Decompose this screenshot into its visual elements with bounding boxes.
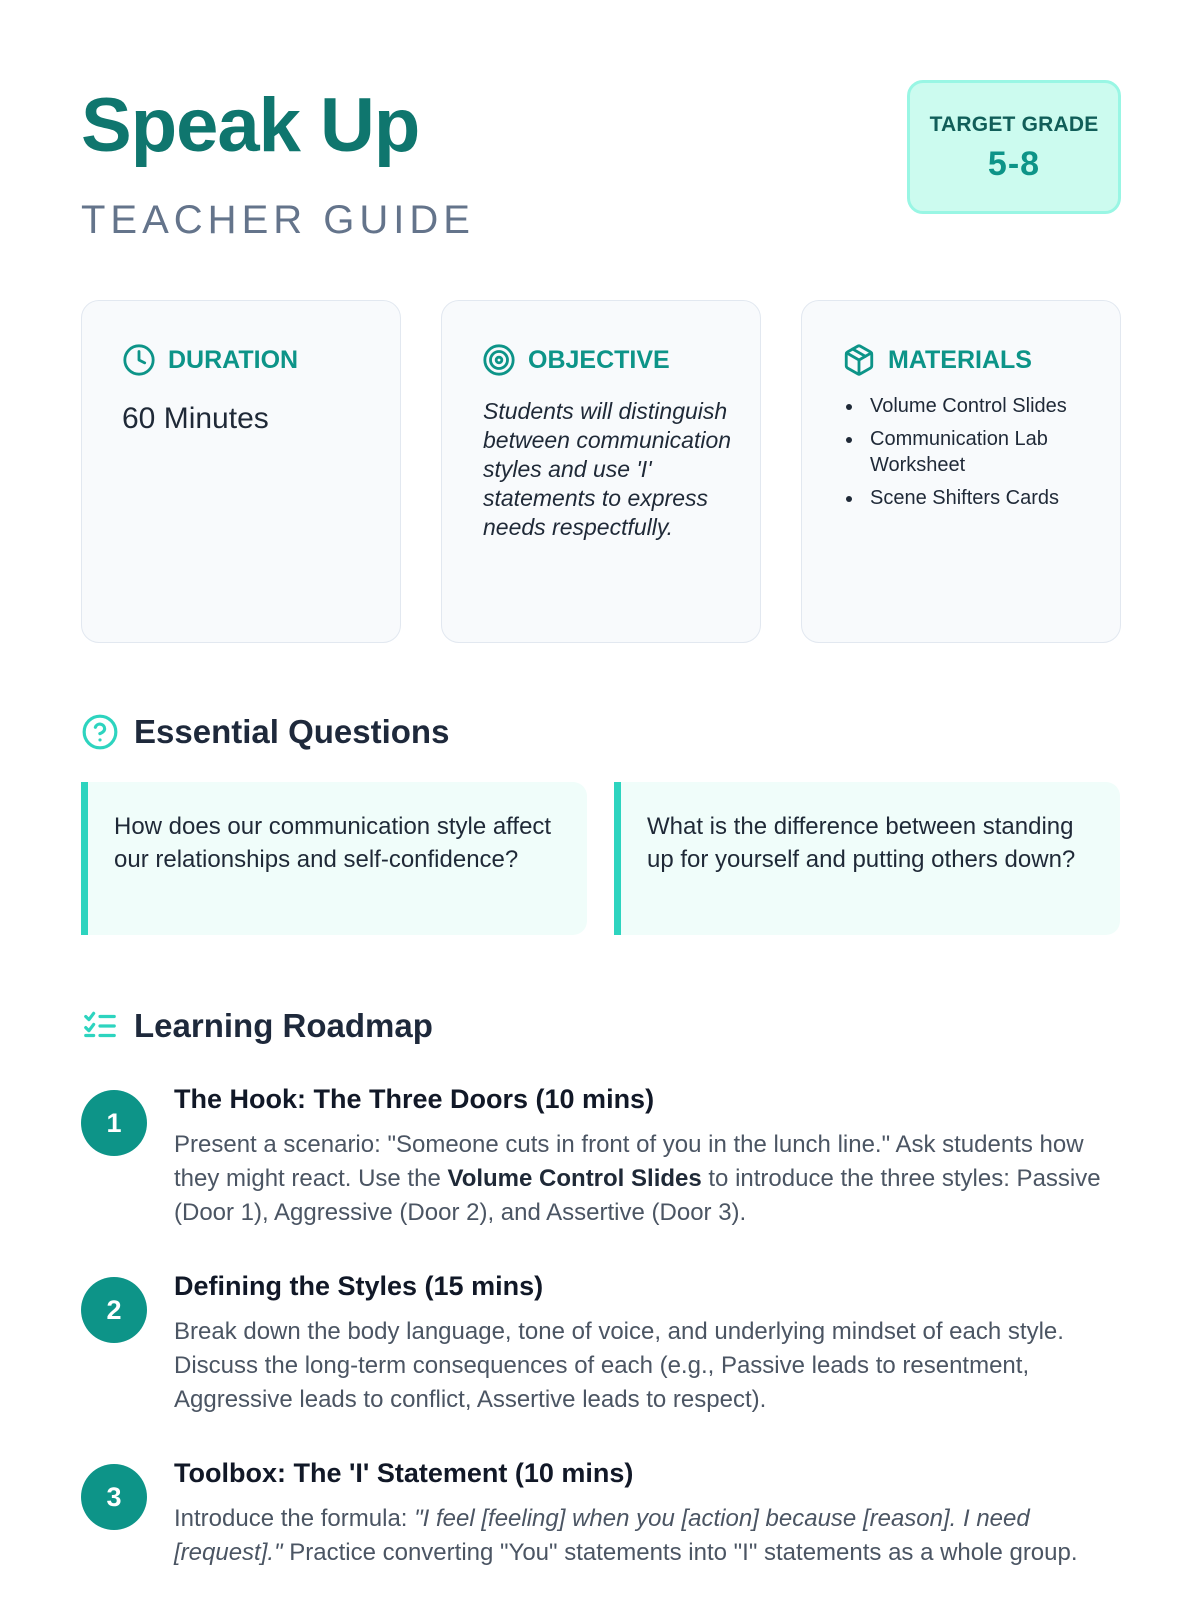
objective-card-header [482, 343, 670, 377]
materials-item: Scene Shifters Cards [844, 485, 1104, 511]
step-title: The Hook: The Three Doors (10 mins) [174, 1084, 655, 1114]
step-description-text: Introduce the formula: [174, 1505, 415, 1532]
page-subtitle: TEACHER GUIDE [81, 198, 475, 242]
learning-roadmap-heading: Learning Roadmap [134, 1007, 433, 1044]
question-box [614, 782, 1120, 935]
materials-card [801, 300, 1121, 643]
step-number-badge: 2 [81, 1277, 147, 1343]
step-title: Defining the Styles (15 mins) [174, 1271, 544, 1301]
step-description-text: Practice converting "You" statements into "I" statements as a whole group. [282, 1539, 1078, 1566]
step-title: Toolbox: The 'I' Statement (10 mins) [174, 1458, 634, 1488]
step-number-badge: 1 [81, 1090, 147, 1156]
question-text: How does our communication style affect our relationships and self-confidence? [114, 813, 552, 873]
step-description [174, 1128, 1124, 1230]
target-grade-badge [907, 80, 1121, 214]
target-grade-value: 5-8 [987, 145, 1041, 183]
materials-card-header [842, 343, 1032, 377]
objective-text: Students will distinguish between communication styles and use 'I' statements to express needs respectfully. [483, 398, 732, 540]
question-text: What is the difference between standing up for yourself and putting others down? [647, 813, 1076, 873]
step-description-text: Present a scenario: "Someone cuts in front of you in the lunch line." Ask students how they might react. Use the [174, 1131, 1084, 1192]
target-grade-label: TARGET GRADE [929, 113, 1099, 136]
duration-label: DURATION [168, 345, 299, 374]
essential-questions-header [81, 713, 449, 751]
target-icon [482, 343, 516, 377]
materials-item: Communication Lab Worksheet [844, 426, 1104, 478]
essential-questions-heading: Essential Questions [134, 713, 450, 750]
box-icon [842, 343, 876, 377]
question-box [81, 782, 587, 935]
step-description [174, 1502, 1124, 1570]
materials-item: Volume Control Slides [844, 393, 1104, 419]
duration-card [81, 300, 401, 643]
step-description-text: to introduce the three styles: Passive (Door 1), Aggressive (Door 2), and Assertive (Door 3). [174, 1165, 1101, 1226]
step-number-badge: 3 [81, 1464, 147, 1530]
materials-label: MATERIALS [888, 345, 1032, 374]
duration-card-header [122, 343, 298, 377]
teacher-guide-page [81, 0, 1121, 1600]
question-circle-icon [81, 713, 119, 751]
step-formula: "I feel [feeling] when you [action] because [reason]. I need [request]." [174, 1505, 1030, 1566]
step-description: Break down the body language, tone of voice, and underlying mindset of each style. Discuss the long-term consequences of each (e.g., Passive leads to resentment, Aggressive leads to conflict, Assertive leads to respect). [174, 1318, 1064, 1413]
step-description-emphasis: Volume Control Slides [447, 1165, 702, 1192]
clock-icon [122, 343, 156, 377]
duration-value: 60 Minutes [122, 402, 269, 435]
learning-roadmap-header [81, 1007, 433, 1045]
checklist-icon [81, 1007, 119, 1045]
objective-label: OBJECTIVE [528, 345, 670, 374]
page-title: Speak Up [81, 83, 420, 168]
materials-list [844, 393, 1104, 518]
objective-card [441, 300, 761, 643]
